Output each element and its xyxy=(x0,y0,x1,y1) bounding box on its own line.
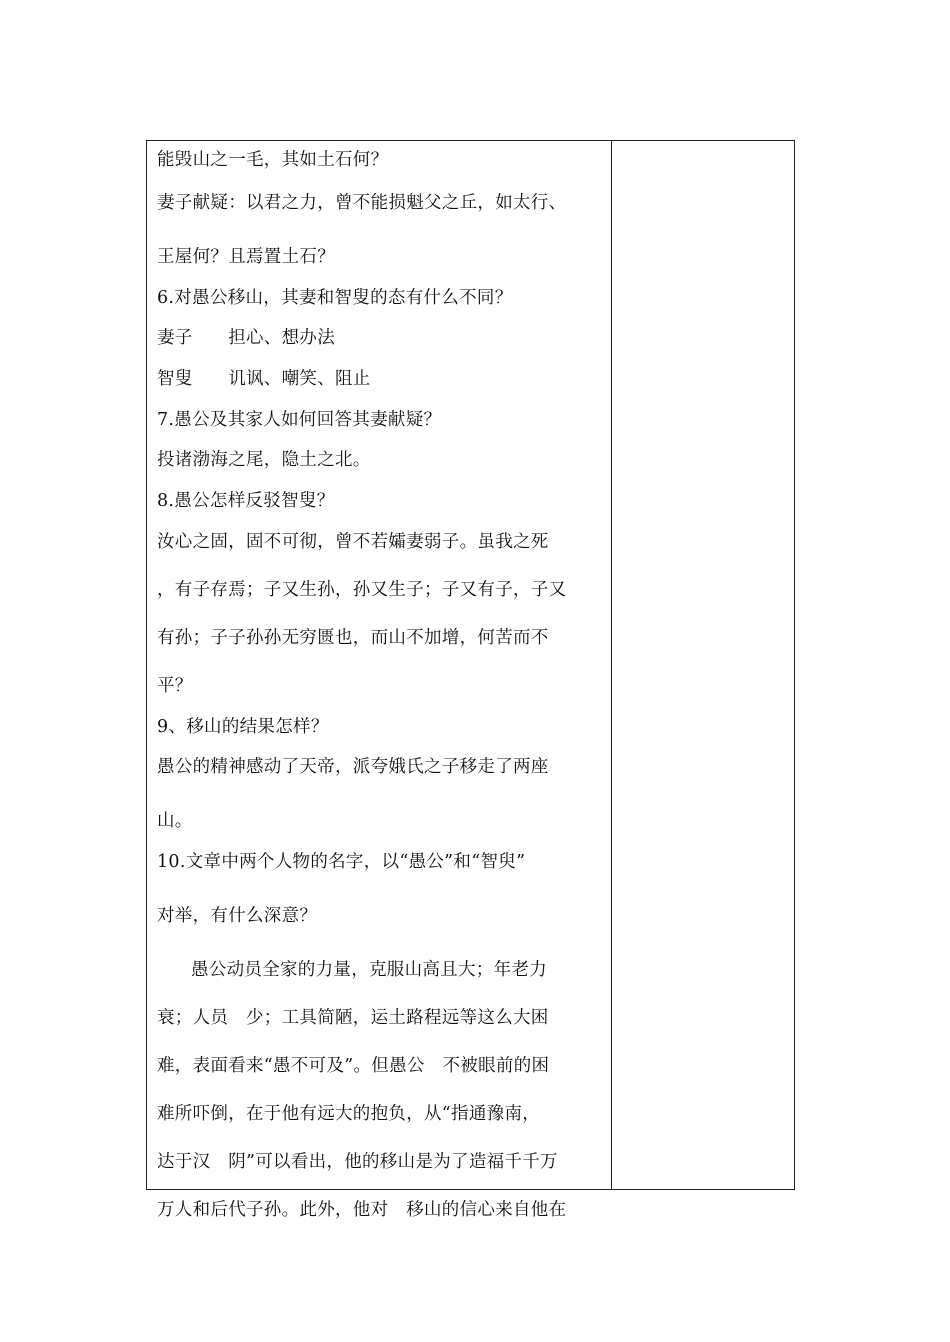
text-line: 难，表面看来“愚不可及”。但愚公 不被眼前的困 xyxy=(157,1055,550,1076)
text-line: 愚公动员全家的力量，克服山高且大；年老力 xyxy=(191,959,547,980)
text-line: 7.愚公及其家人如何回答其妻献疑？ xyxy=(157,409,442,430)
text-line: 有孙；子子孙孙无穷匮也，而山不加增，何苦而不 xyxy=(157,627,549,648)
text-line: 对举，有什么深意？ xyxy=(157,905,318,926)
text-line: 能毁山之一毛，其如土石何？ xyxy=(157,150,389,170)
text-line: 9、移山的结果怎样？ xyxy=(157,716,329,737)
column-divider xyxy=(611,140,612,1190)
text-line: 万人和后代子孙。此外，他对 移山的信心来自他在 xyxy=(157,1199,567,1220)
text-line: 平？ xyxy=(157,675,193,696)
text-line: 智叟 讥讽、嘲笑、阻止 xyxy=(157,369,371,390)
text-line: 投诸渤海之尾，隐土之北。 xyxy=(157,450,371,471)
text-line: 愚公的精神感动了天帝，派夸娥氏之子移走了两座 xyxy=(157,757,549,778)
text-line: 王屋何？且焉置土石？ xyxy=(157,247,335,267)
text-line: 妻子 担心、想办法 xyxy=(157,328,335,349)
text-line: 6.对愚公移山，其妻和智叟的态有什么不同？ xyxy=(157,287,513,308)
text-line: ，有子存焉；子又生孙，孙又生子；子又有子，子又 xyxy=(157,579,567,600)
text-line: 衰；人员 少；工具简陋，运土路程远等这么大困 xyxy=(157,1007,549,1028)
text-line: 难所吓倒，在于他有远大的抱负，从“指通豫南， xyxy=(157,1103,541,1124)
text-line: 妻子献疑：以君之力，曾不能损魁父之丘，如太行、 xyxy=(157,193,567,213)
left-column-text xyxy=(157,140,603,1243)
text-line: 山。 xyxy=(157,811,193,832)
text-line: 8.愚公怎样反驳智叟？ xyxy=(157,491,335,512)
text-line: 10.文章中两个人物的名字，以“愚公”和“智臾” xyxy=(157,851,526,872)
text-line: 达于汉 阴”可以看出，他的移山是为了造福千千万 xyxy=(157,1151,558,1172)
text-line: 汝心之固，固不可彻，曾不若孀妻弱子。虽我之死 xyxy=(157,531,549,552)
